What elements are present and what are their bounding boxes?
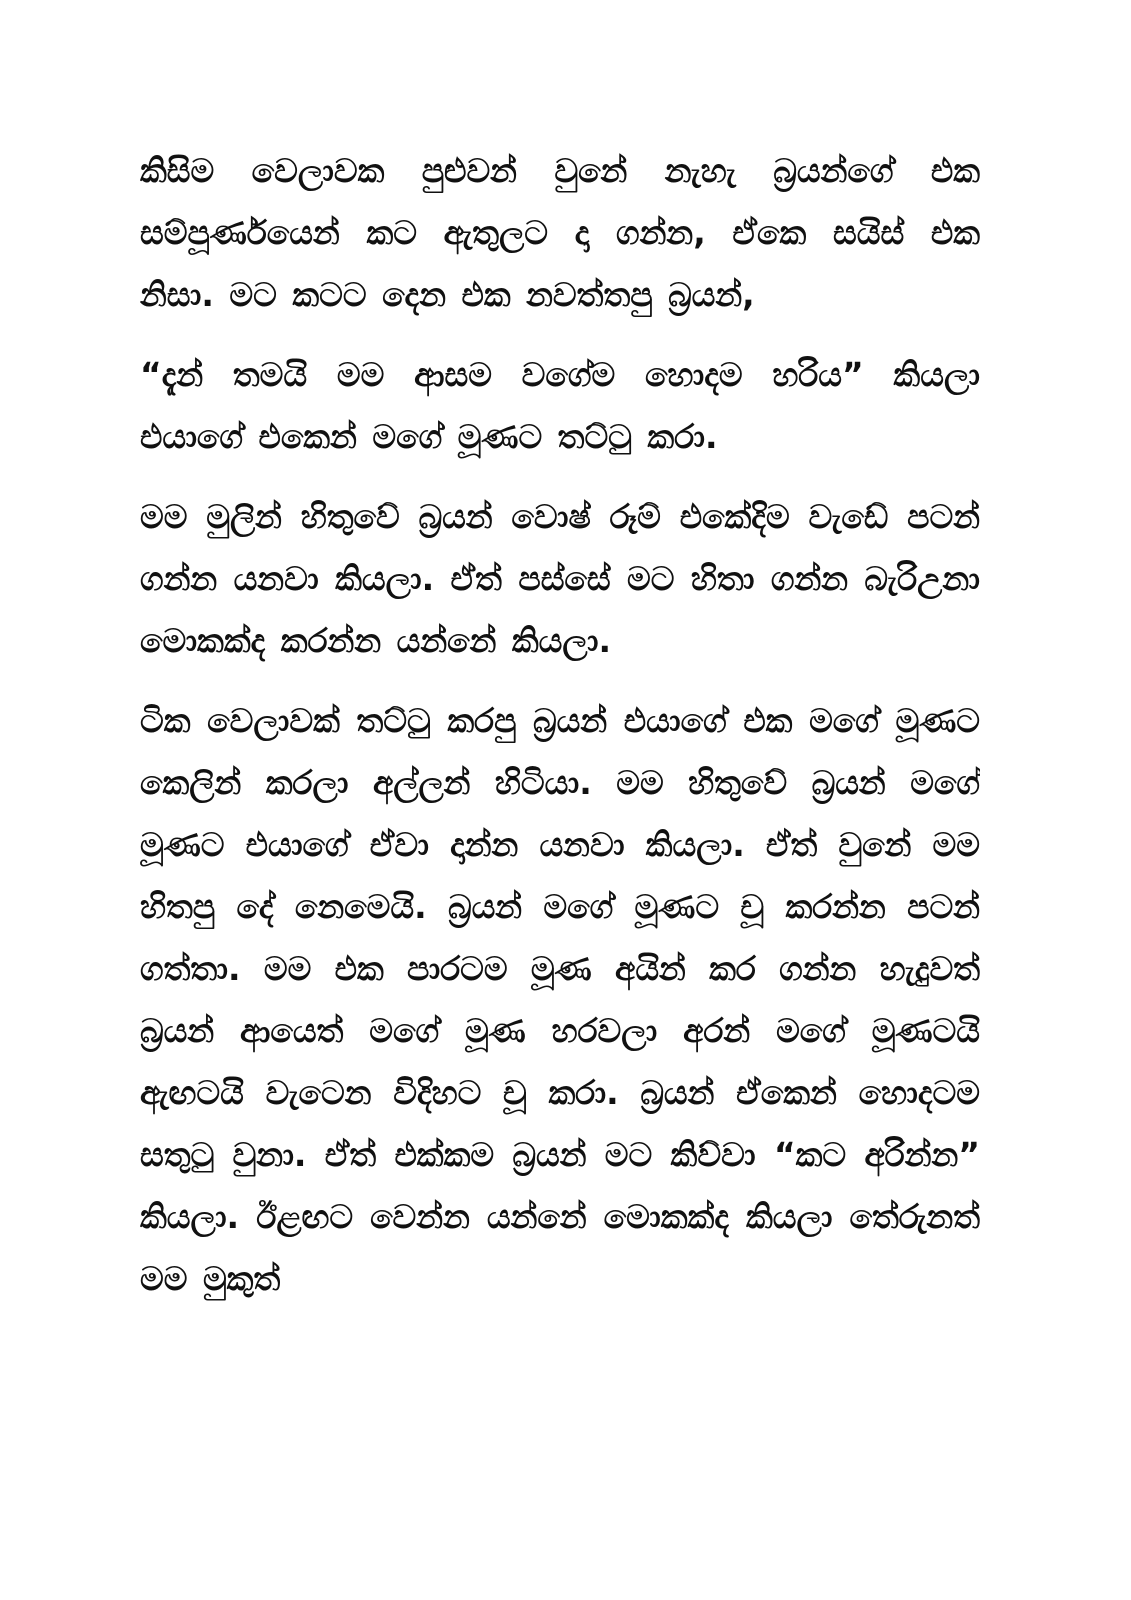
- paragraph-2: “දැන් තමයි මම ආසම වගේම හොදම හරිය” කියලා එයාගේ එකෙන් මගේ මූණට තට්ටු කරා.: [140, 355, 980, 456]
- paragraph-4: ටික වෙලාවක් තට්ටු කරපු බ්‍රයන් එයාගේ එක මගේ මූණට කෙලින් කරලා අල්ලන් හිටියා. මම හිතුවේ බ්‍රයන් මගේ මූණට එයාගේ ඒවා දාන්න යනවා කියලා. ඒත් වුනේ මම හිතපු දේ නෙමෙයි. බ්‍රයන් මගේ මූණට චූ කරන්න පටන් ගත්තා. මම එක පාරටම මූණ අයින් කර ගන්න හැදුවත් බ්‍රයන් ආයෙත් මගේ මූණ හරවලා අරන් මගේ මූණටයි ඇඟටයි වැටෙන විදිහට චූ කරා. බ්‍රයන් ඒකෙන් හොදටම සතුටු වුනා. ඒත් එක්කම බ්‍රයන් මට කිව්වා “කට අරින්න” කියලා. ඊළඟට වෙන්න යන්නේ මොකක්ද කියලා තේරුනත් මම මුකුත්: [140, 701, 980, 1298]
- paragraph-3: මම මුලින් හිතුවේ බ්‍රයන් වොෂ් රූම් එකේදිම වැඩේ පටන් ගන්න යනවා කියලා. ඒත් පස්සේ මට හිතා ගන්න බැරිඋනා මොකක්ද කරන්න යන්නේ කියලා.: [140, 497, 980, 660]
- document-page: [140, 140, 980, 1430]
- paragraph-1: කිසිම වෙලාවක පුළුවන් වුනේ නැහැ බ්‍රයන්ගේ එක සම්පූර්ණයෙන් කට ඇතුලට දා ගන්න, ඒකෙ සයිස් එක නිසා. මට කටට දෙන එක නවත්තපු බ්‍රයන්,: [140, 151, 980, 314]
